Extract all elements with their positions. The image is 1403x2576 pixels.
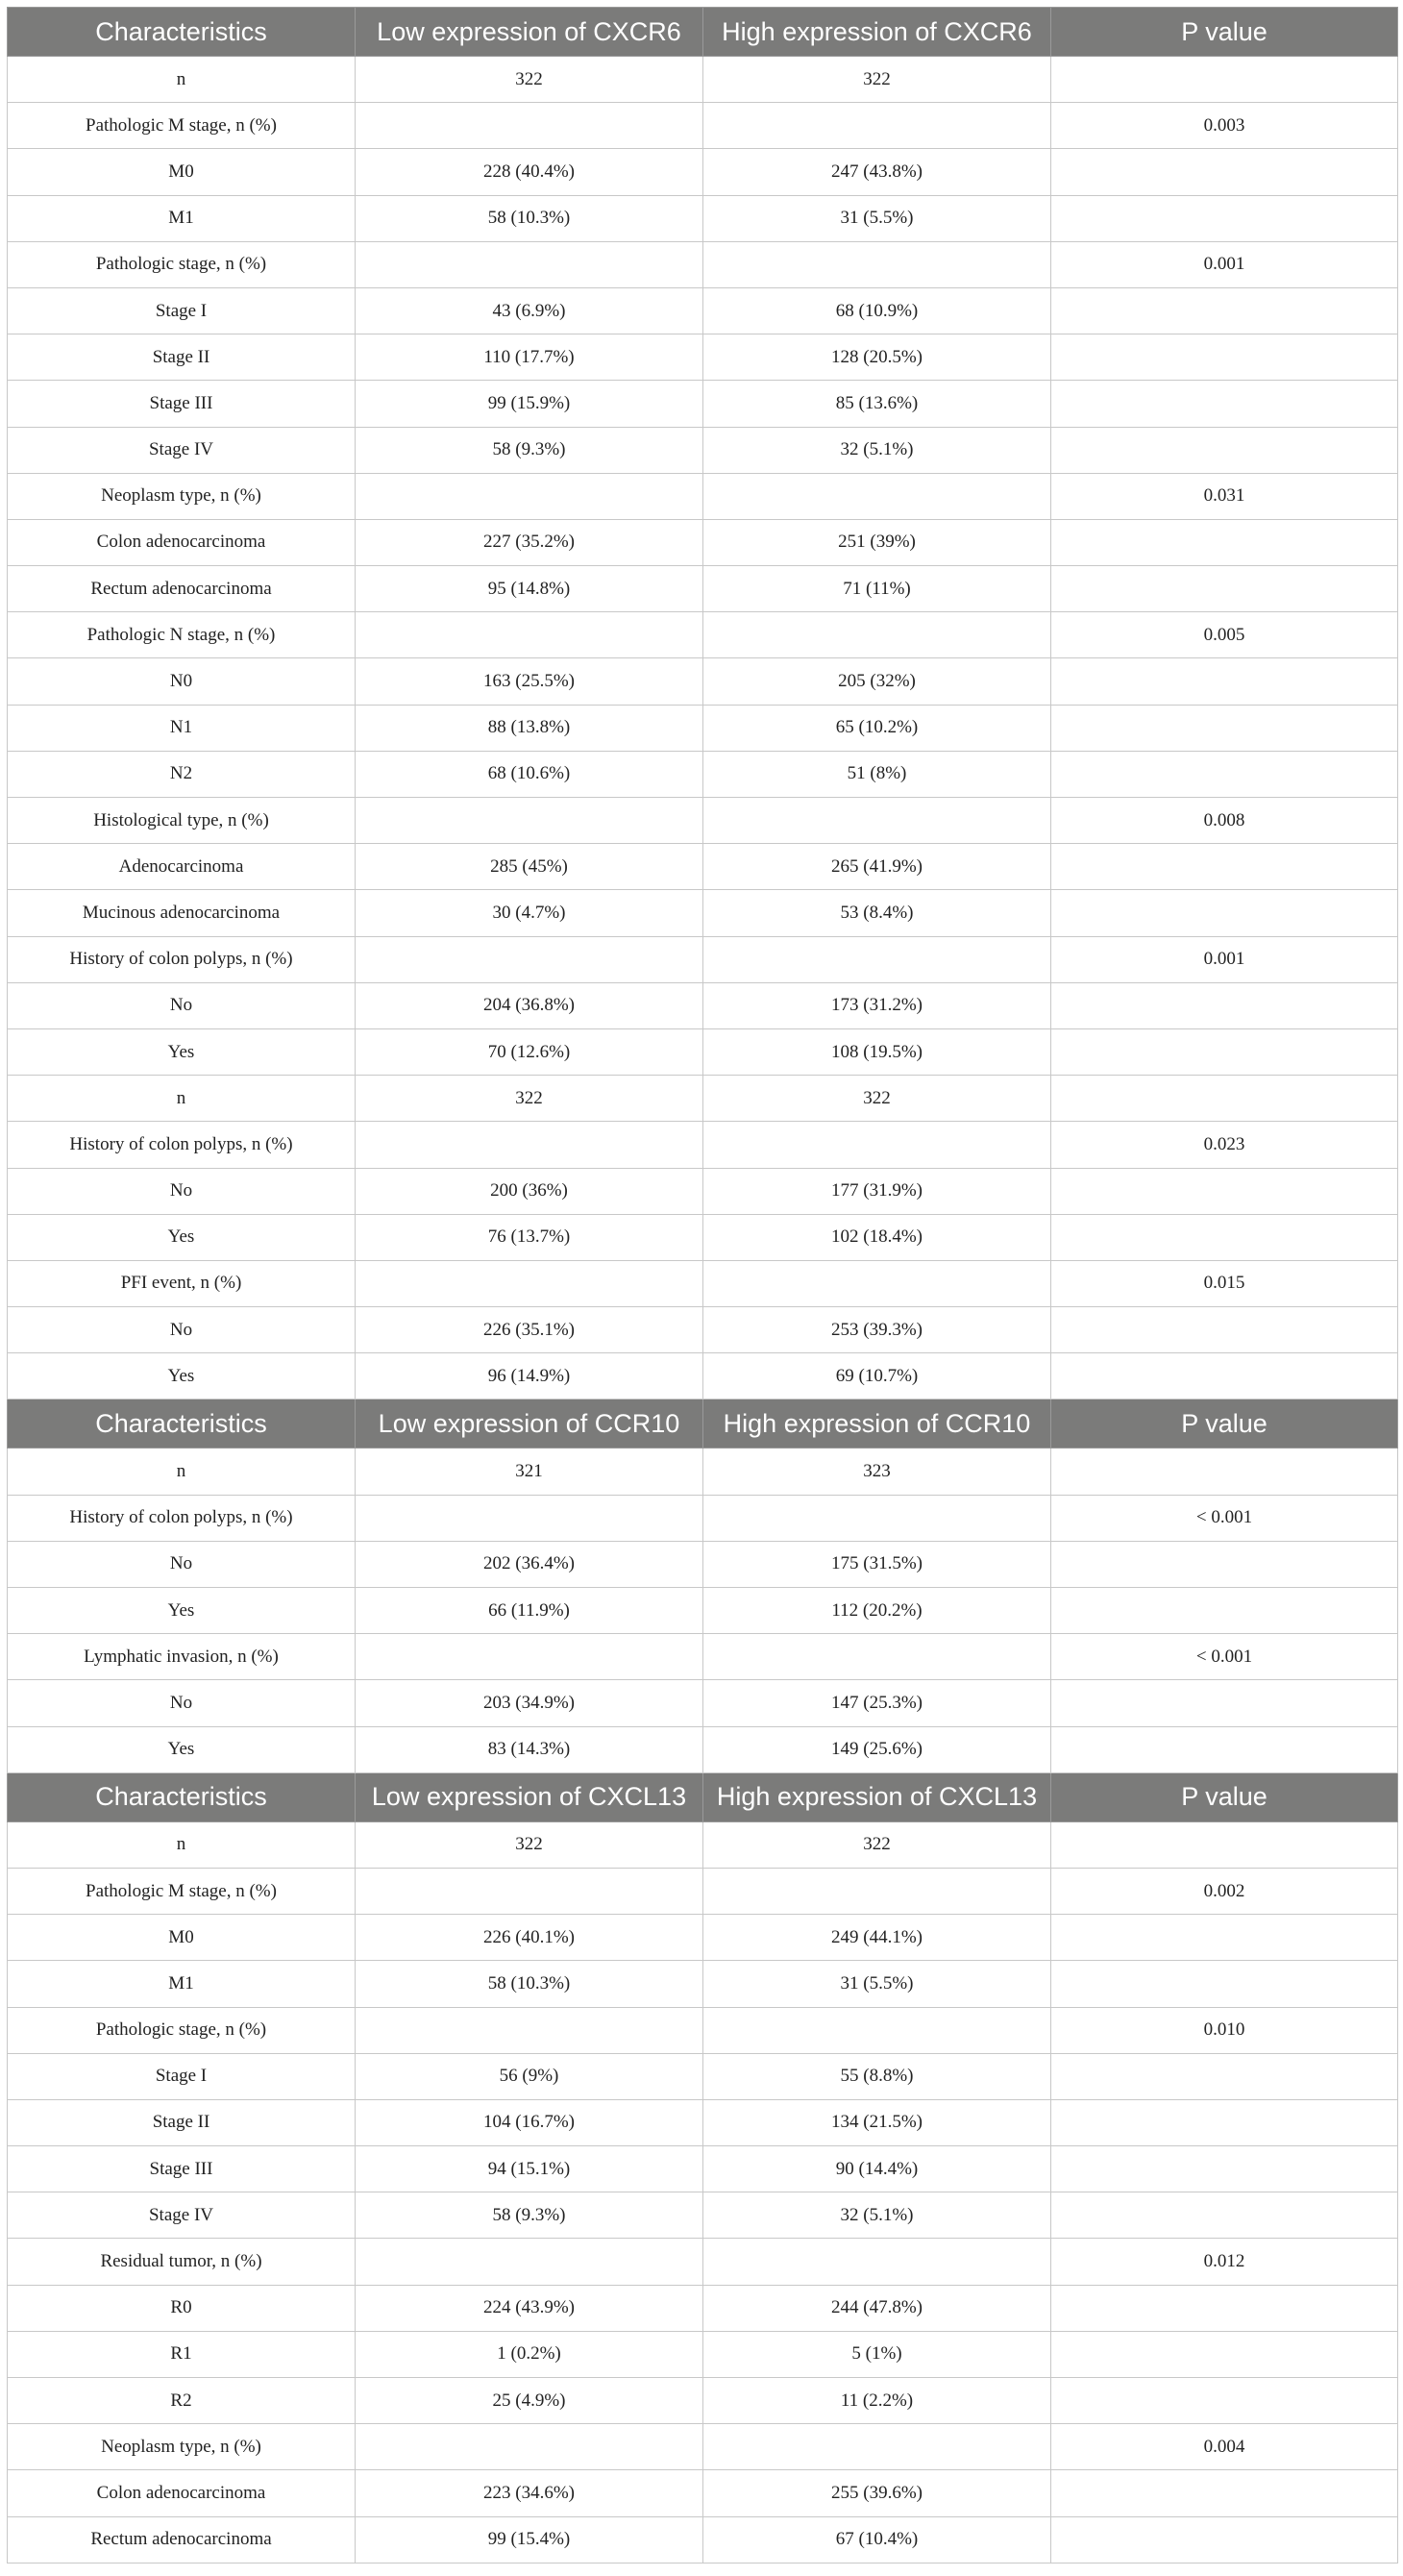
table-row bbox=[8, 982, 1398, 1028]
cell-p-value bbox=[1051, 2285, 1398, 2331]
cell-high-expression bbox=[703, 241, 1051, 287]
cell-p-value bbox=[1051, 149, 1398, 195]
cell-low-expression: 30 (4.7%) bbox=[356, 890, 703, 936]
cell-low-expression: 203 (34.9%) bbox=[356, 1680, 703, 1726]
cell-low-expression: 99 (15.9%) bbox=[356, 381, 703, 427]
cell-characteristic: Yes bbox=[8, 1353, 356, 1399]
table-row bbox=[8, 1588, 1398, 1634]
column-header-characteristic: Characteristics bbox=[8, 1772, 356, 1821]
cell-low-expression: 322 bbox=[356, 1821, 703, 1868]
cell-characteristic: No bbox=[8, 1168, 356, 1214]
column-header-low-expression: Low expression of CXCL13 bbox=[356, 1772, 703, 1821]
table-row bbox=[8, 566, 1398, 612]
cell-low-expression: 58 (10.3%) bbox=[356, 1961, 703, 2007]
table-row bbox=[8, 2146, 1398, 2192]
cell-characteristic: N0 bbox=[8, 658, 356, 705]
cell-p-value: 0.001 bbox=[1051, 936, 1398, 982]
cell-p-value bbox=[1051, 890, 1398, 936]
cell-low-expression bbox=[356, 936, 703, 982]
cell-high-expression: 177 (31.9%) bbox=[703, 1168, 1051, 1214]
cell-characteristic: History of colon polyps, n (%) bbox=[8, 1495, 356, 1541]
table-row bbox=[8, 1449, 1398, 1495]
table-row bbox=[8, 1868, 1398, 1914]
cell-high-expression: 71 (11%) bbox=[703, 566, 1051, 612]
table-row bbox=[8, 1168, 1398, 1214]
cell-p-value: 0.002 bbox=[1051, 1868, 1398, 1914]
table-row bbox=[8, 844, 1398, 890]
table-row bbox=[8, 2470, 1398, 2516]
table-row bbox=[8, 1307, 1398, 1353]
table-row bbox=[8, 705, 1398, 751]
cell-p-value bbox=[1051, 705, 1398, 751]
cell-low-expression: 285 (45%) bbox=[356, 844, 703, 890]
cell-p-value: 0.001 bbox=[1051, 241, 1398, 287]
cell-high-expression: 205 (32%) bbox=[703, 658, 1051, 705]
table-row bbox=[8, 1821, 1398, 1868]
cell-characteristic: n bbox=[8, 1821, 356, 1868]
table-row bbox=[8, 1214, 1398, 1260]
cell-p-value bbox=[1051, 57, 1398, 103]
cell-p-value bbox=[1051, 519, 1398, 565]
cell-low-expression: 43 (6.9%) bbox=[356, 287, 703, 334]
column-header-characteristic: Characteristics bbox=[8, 8, 356, 57]
cell-characteristic: R1 bbox=[8, 2331, 356, 2377]
table-row bbox=[8, 2331, 1398, 2377]
cell-characteristic: R2 bbox=[8, 2378, 356, 2424]
table-row bbox=[8, 798, 1398, 844]
cell-low-expression: 25 (4.9%) bbox=[356, 2378, 703, 2424]
cell-characteristic: n bbox=[8, 1449, 356, 1495]
cell-high-expression: 175 (31.5%) bbox=[703, 1541, 1051, 1587]
table-row bbox=[8, 1541, 1398, 1587]
cell-characteristic: R0 bbox=[8, 2285, 356, 2331]
cell-high-expression: 31 (5.5%) bbox=[703, 1961, 1051, 2007]
cell-characteristic: Pathologic stage, n (%) bbox=[8, 241, 356, 287]
cell-p-value bbox=[1051, 1076, 1398, 1122]
cell-low-expression bbox=[356, 1495, 703, 1541]
cell-low-expression: 110 (17.7%) bbox=[356, 334, 703, 381]
cell-high-expression: 51 (8%) bbox=[703, 751, 1051, 797]
cell-low-expression: 227 (35.2%) bbox=[356, 519, 703, 565]
table-row bbox=[8, 1495, 1398, 1541]
cell-p-value bbox=[1051, 2053, 1398, 2099]
table-row bbox=[8, 241, 1398, 287]
cell-high-expression: 134 (21.5%) bbox=[703, 2099, 1051, 2145]
cell-p-value: 0.004 bbox=[1051, 2424, 1398, 2470]
cell-high-expression: 67 (10.4%) bbox=[703, 2516, 1051, 2563]
table-row bbox=[8, 612, 1398, 658]
cell-characteristic: Lymphatic invasion, n (%) bbox=[8, 1634, 356, 1680]
table-row bbox=[8, 2239, 1398, 2285]
cell-high-expression: 85 (13.6%) bbox=[703, 381, 1051, 427]
cell-p-value bbox=[1051, 1588, 1398, 1634]
table-row bbox=[8, 2378, 1398, 2424]
cell-high-expression: 173 (31.2%) bbox=[703, 982, 1051, 1028]
cell-p-value bbox=[1051, 1168, 1398, 1214]
cell-low-expression: 95 (14.8%) bbox=[356, 566, 703, 612]
table-row bbox=[8, 1915, 1398, 1961]
cell-characteristic: Stage II bbox=[8, 334, 356, 381]
table-row bbox=[8, 890, 1398, 936]
cell-p-value bbox=[1051, 381, 1398, 427]
cell-high-expression bbox=[703, 1495, 1051, 1541]
cell-p-value bbox=[1051, 658, 1398, 705]
cell-p-value bbox=[1051, 566, 1398, 612]
cell-high-expression: 147 (25.3%) bbox=[703, 1680, 1051, 1726]
cell-characteristic: Stage I bbox=[8, 2053, 356, 2099]
table-row bbox=[8, 2516, 1398, 2563]
cell-high-expression: 322 bbox=[703, 1821, 1051, 1868]
cell-low-expression: 58 (9.3%) bbox=[356, 2192, 703, 2239]
cell-p-value bbox=[1051, 1726, 1398, 1772]
table-row bbox=[8, 1260, 1398, 1306]
cell-characteristic: Yes bbox=[8, 1726, 356, 1772]
cell-high-expression: 32 (5.1%) bbox=[703, 2192, 1051, 2239]
table-body bbox=[8, 8, 1398, 2564]
cell-p-value bbox=[1051, 195, 1398, 241]
cell-low-expression: 94 (15.1%) bbox=[356, 2146, 703, 2192]
cell-p-value: < 0.001 bbox=[1051, 1634, 1398, 1680]
cell-high-expression: 253 (39.3%) bbox=[703, 1307, 1051, 1353]
cell-p-value bbox=[1051, 1541, 1398, 1587]
cell-characteristic: Adenocarcinoma bbox=[8, 844, 356, 890]
cell-low-expression: 66 (11.9%) bbox=[356, 1588, 703, 1634]
cell-low-expression bbox=[356, 1634, 703, 1680]
cell-low-expression: 204 (36.8%) bbox=[356, 982, 703, 1028]
cell-high-expression: 53 (8.4%) bbox=[703, 890, 1051, 936]
cell-low-expression: 83 (14.3%) bbox=[356, 1726, 703, 1772]
table-row bbox=[8, 1353, 1398, 1399]
cell-characteristic: Yes bbox=[8, 1028, 356, 1075]
cell-characteristic: Pathologic N stage, n (%) bbox=[8, 612, 356, 658]
cell-p-value: 0.003 bbox=[1051, 103, 1398, 149]
cell-p-value: 0.010 bbox=[1051, 2007, 1398, 2053]
characteristics-table bbox=[7, 7, 1398, 2564]
cell-characteristic: M1 bbox=[8, 195, 356, 241]
cell-p-value: < 0.001 bbox=[1051, 1495, 1398, 1541]
cell-high-expression bbox=[703, 936, 1051, 982]
table-row bbox=[8, 2099, 1398, 2145]
cell-low-expression: 202 (36.4%) bbox=[356, 1541, 703, 1587]
cell-p-value bbox=[1051, 1821, 1398, 1868]
cell-characteristic: No bbox=[8, 1541, 356, 1587]
cell-high-expression: 102 (18.4%) bbox=[703, 1214, 1051, 1260]
cell-high-expression: 32 (5.1%) bbox=[703, 427, 1051, 473]
cell-low-expression bbox=[356, 798, 703, 844]
table-row bbox=[8, 149, 1398, 195]
cell-low-expression bbox=[356, 612, 703, 658]
cell-low-expression: 321 bbox=[356, 1449, 703, 1495]
cell-low-expression: 58 (10.3%) bbox=[356, 195, 703, 241]
column-header-p-value: P value bbox=[1051, 8, 1398, 57]
cell-high-expression: 322 bbox=[703, 57, 1051, 103]
cell-high-expression: 265 (41.9%) bbox=[703, 844, 1051, 890]
cell-characteristic: Residual tumor, n (%) bbox=[8, 2239, 356, 2285]
cell-p-value bbox=[1051, 2378, 1398, 2424]
cell-characteristic: History of colon polyps, n (%) bbox=[8, 1122, 356, 1168]
table-row bbox=[8, 1634, 1398, 1680]
cell-low-expression: 58 (9.3%) bbox=[356, 427, 703, 473]
cell-high-expression: 108 (19.5%) bbox=[703, 1028, 1051, 1075]
table-row bbox=[8, 2053, 1398, 2099]
cell-p-value bbox=[1051, 2470, 1398, 2516]
cell-low-expression: 1 (0.2%) bbox=[356, 2331, 703, 2377]
cell-characteristic: Neoplasm type, n (%) bbox=[8, 2424, 356, 2470]
cell-characteristic: Pathologic M stage, n (%) bbox=[8, 103, 356, 149]
cell-p-value bbox=[1051, 2516, 1398, 2563]
cell-high-expression bbox=[703, 1868, 1051, 1914]
table-row bbox=[8, 381, 1398, 427]
cell-p-value: 0.023 bbox=[1051, 1122, 1398, 1168]
cell-characteristic: n bbox=[8, 1076, 356, 1122]
cell-characteristic: Yes bbox=[8, 1588, 356, 1634]
cell-high-expression bbox=[703, 1122, 1051, 1168]
table-row bbox=[8, 2424, 1398, 2470]
cell-high-expression bbox=[703, 798, 1051, 844]
column-header-high-expression: High expression of CCR10 bbox=[703, 1399, 1051, 1449]
cell-characteristic: Pathologic M stage, n (%) bbox=[8, 1868, 356, 1914]
cell-high-expression bbox=[703, 2424, 1051, 2470]
cell-p-value bbox=[1051, 1961, 1398, 2007]
cell-characteristic: Stage IV bbox=[8, 427, 356, 473]
cell-p-value bbox=[1051, 1028, 1398, 1075]
cell-high-expression: 65 (10.2%) bbox=[703, 705, 1051, 751]
table-row bbox=[8, 658, 1398, 705]
cell-characteristic: Stage I bbox=[8, 287, 356, 334]
cell-high-expression: 31 (5.5%) bbox=[703, 195, 1051, 241]
cell-high-expression: 69 (10.7%) bbox=[703, 1353, 1051, 1399]
cell-characteristic: No bbox=[8, 982, 356, 1028]
cell-low-expression: 322 bbox=[356, 1076, 703, 1122]
cell-p-value bbox=[1051, 287, 1398, 334]
cell-low-expression: 88 (13.8%) bbox=[356, 705, 703, 751]
cell-low-expression bbox=[356, 1122, 703, 1168]
cell-high-expression: 249 (44.1%) bbox=[703, 1915, 1051, 1961]
cell-low-expression: 200 (36%) bbox=[356, 1168, 703, 1214]
column-header-p-value: P value bbox=[1051, 1399, 1398, 1449]
cell-characteristic: N1 bbox=[8, 705, 356, 751]
table-row bbox=[8, 473, 1398, 519]
cell-low-expression: 322 bbox=[356, 57, 703, 103]
cell-characteristic: Stage IV bbox=[8, 2192, 356, 2239]
cell-high-expression: 68 (10.9%) bbox=[703, 287, 1051, 334]
table-row bbox=[8, 1028, 1398, 1075]
cell-low-expression bbox=[356, 2239, 703, 2285]
cell-p-value bbox=[1051, 2099, 1398, 2145]
column-header-high-expression: High expression of CXCR6 bbox=[703, 8, 1051, 57]
cell-characteristic: Rectum adenocarcinoma bbox=[8, 566, 356, 612]
cell-high-expression bbox=[703, 612, 1051, 658]
table-row bbox=[8, 519, 1398, 565]
column-header-low-expression: Low expression of CXCR6 bbox=[356, 8, 703, 57]
column-header-low-expression: Low expression of CCR10 bbox=[356, 1399, 703, 1449]
cell-high-expression bbox=[703, 103, 1051, 149]
cell-low-expression bbox=[356, 2424, 703, 2470]
cell-characteristic: n bbox=[8, 57, 356, 103]
cell-high-expression bbox=[703, 2239, 1051, 2285]
section-header-row bbox=[8, 1399, 1398, 1449]
cell-high-expression: 322 bbox=[703, 1076, 1051, 1122]
cell-low-expression bbox=[356, 103, 703, 149]
cell-low-expression: 226 (35.1%) bbox=[356, 1307, 703, 1353]
cell-high-expression bbox=[703, 1634, 1051, 1680]
cell-characteristic: M0 bbox=[8, 149, 356, 195]
cell-low-expression bbox=[356, 1260, 703, 1306]
characteristics-table-container bbox=[7, 7, 1397, 2564]
cell-p-value: 0.012 bbox=[1051, 2239, 1398, 2285]
cell-high-expression: 244 (47.8%) bbox=[703, 2285, 1051, 2331]
cell-p-value bbox=[1051, 1915, 1398, 1961]
table-row bbox=[8, 287, 1398, 334]
cell-characteristic: Yes bbox=[8, 1214, 356, 1260]
cell-high-expression: 55 (8.8%) bbox=[703, 2053, 1051, 2099]
cell-low-expression: 96 (14.9%) bbox=[356, 1353, 703, 1399]
cell-characteristic: No bbox=[8, 1680, 356, 1726]
table-row bbox=[8, 936, 1398, 982]
cell-characteristic: Histological type, n (%) bbox=[8, 798, 356, 844]
table-row bbox=[8, 2007, 1398, 2053]
cell-high-expression: 149 (25.6%) bbox=[703, 1726, 1051, 1772]
cell-characteristic: M1 bbox=[8, 1961, 356, 2007]
cell-high-expression bbox=[703, 2007, 1051, 2053]
cell-low-expression: 104 (16.7%) bbox=[356, 2099, 703, 2145]
cell-characteristic: History of colon polyps, n (%) bbox=[8, 936, 356, 982]
cell-characteristic: Colon adenocarcinoma bbox=[8, 2470, 356, 2516]
cell-p-value bbox=[1051, 2146, 1398, 2192]
cell-characteristic: N2 bbox=[8, 751, 356, 797]
cell-low-expression bbox=[356, 241, 703, 287]
cell-high-expression: 11 (2.2%) bbox=[703, 2378, 1051, 2424]
cell-p-value bbox=[1051, 1353, 1398, 1399]
cell-p-value bbox=[1051, 844, 1398, 890]
cell-low-expression: 224 (43.9%) bbox=[356, 2285, 703, 2331]
cell-characteristic: Colon adenocarcinoma bbox=[8, 519, 356, 565]
column-header-p-value: P value bbox=[1051, 1772, 1398, 1821]
table-row bbox=[8, 2285, 1398, 2331]
cell-p-value bbox=[1051, 1680, 1398, 1726]
cell-high-expression bbox=[703, 473, 1051, 519]
table-row bbox=[8, 1961, 1398, 2007]
cell-low-expression bbox=[356, 2007, 703, 2053]
cell-high-expression: 112 (20.2%) bbox=[703, 1588, 1051, 1634]
cell-low-expression bbox=[356, 473, 703, 519]
cell-p-value bbox=[1051, 751, 1398, 797]
cell-p-value bbox=[1051, 982, 1398, 1028]
cell-low-expression: 76 (13.7%) bbox=[356, 1214, 703, 1260]
cell-high-expression bbox=[703, 1260, 1051, 1306]
cell-high-expression: 247 (43.8%) bbox=[703, 149, 1051, 195]
cell-characteristic: PFI event, n (%) bbox=[8, 1260, 356, 1306]
cell-p-value bbox=[1051, 2331, 1398, 2377]
cell-characteristic: Stage III bbox=[8, 381, 356, 427]
cell-characteristic: Neoplasm type, n (%) bbox=[8, 473, 356, 519]
cell-low-expression: 223 (34.6%) bbox=[356, 2470, 703, 2516]
cell-p-value: 0.015 bbox=[1051, 1260, 1398, 1306]
cell-high-expression: 128 (20.5%) bbox=[703, 334, 1051, 381]
cell-low-expression bbox=[356, 1868, 703, 1914]
cell-high-expression: 251 (39%) bbox=[703, 519, 1051, 565]
table-row bbox=[8, 1122, 1398, 1168]
table-row bbox=[8, 103, 1398, 149]
cell-p-value: 0.008 bbox=[1051, 798, 1398, 844]
cell-characteristic: M0 bbox=[8, 1915, 356, 1961]
cell-low-expression: 68 (10.6%) bbox=[356, 751, 703, 797]
cell-characteristic: No bbox=[8, 1307, 356, 1353]
cell-characteristic: Mucinous adenocarcinoma bbox=[8, 890, 356, 936]
cell-p-value bbox=[1051, 1449, 1398, 1495]
cell-p-value: 0.005 bbox=[1051, 612, 1398, 658]
cell-characteristic: Stage II bbox=[8, 2099, 356, 2145]
cell-high-expression: 90 (14.4%) bbox=[703, 2146, 1051, 2192]
cell-p-value bbox=[1051, 2192, 1398, 2239]
cell-characteristic: Pathologic stage, n (%) bbox=[8, 2007, 356, 2053]
column-header-characteristic: Characteristics bbox=[8, 1399, 356, 1449]
cell-low-expression: 99 (15.4%) bbox=[356, 2516, 703, 2563]
cell-p-value bbox=[1051, 334, 1398, 381]
table-row bbox=[8, 427, 1398, 473]
cell-low-expression: 226 (40.1%) bbox=[356, 1915, 703, 1961]
column-header-high-expression: High expression of CXCL13 bbox=[703, 1772, 1051, 1821]
cell-low-expression: 228 (40.4%) bbox=[356, 149, 703, 195]
cell-low-expression: 56 (9%) bbox=[356, 2053, 703, 2099]
table-row bbox=[8, 195, 1398, 241]
table-row bbox=[8, 57, 1398, 103]
cell-high-expression: 5 (1%) bbox=[703, 2331, 1051, 2377]
cell-high-expression: 255 (39.6%) bbox=[703, 2470, 1051, 2516]
table-row bbox=[8, 1076, 1398, 1122]
cell-p-value bbox=[1051, 1307, 1398, 1353]
cell-low-expression: 70 (12.6%) bbox=[356, 1028, 703, 1075]
table-row bbox=[8, 751, 1398, 797]
cell-p-value bbox=[1051, 427, 1398, 473]
cell-high-expression: 323 bbox=[703, 1449, 1051, 1495]
cell-p-value: 0.031 bbox=[1051, 473, 1398, 519]
table-row bbox=[8, 1726, 1398, 1772]
section-header-row bbox=[8, 8, 1398, 57]
section-header-row bbox=[8, 1772, 1398, 1821]
table-row bbox=[8, 2192, 1398, 2239]
cell-p-value bbox=[1051, 1214, 1398, 1260]
cell-characteristic: Rectum adenocarcinoma bbox=[8, 2516, 356, 2563]
table-row bbox=[8, 1680, 1398, 1726]
cell-low-expression: 163 (25.5%) bbox=[356, 658, 703, 705]
cell-characteristic: Stage III bbox=[8, 2146, 356, 2192]
table-row bbox=[8, 334, 1398, 381]
